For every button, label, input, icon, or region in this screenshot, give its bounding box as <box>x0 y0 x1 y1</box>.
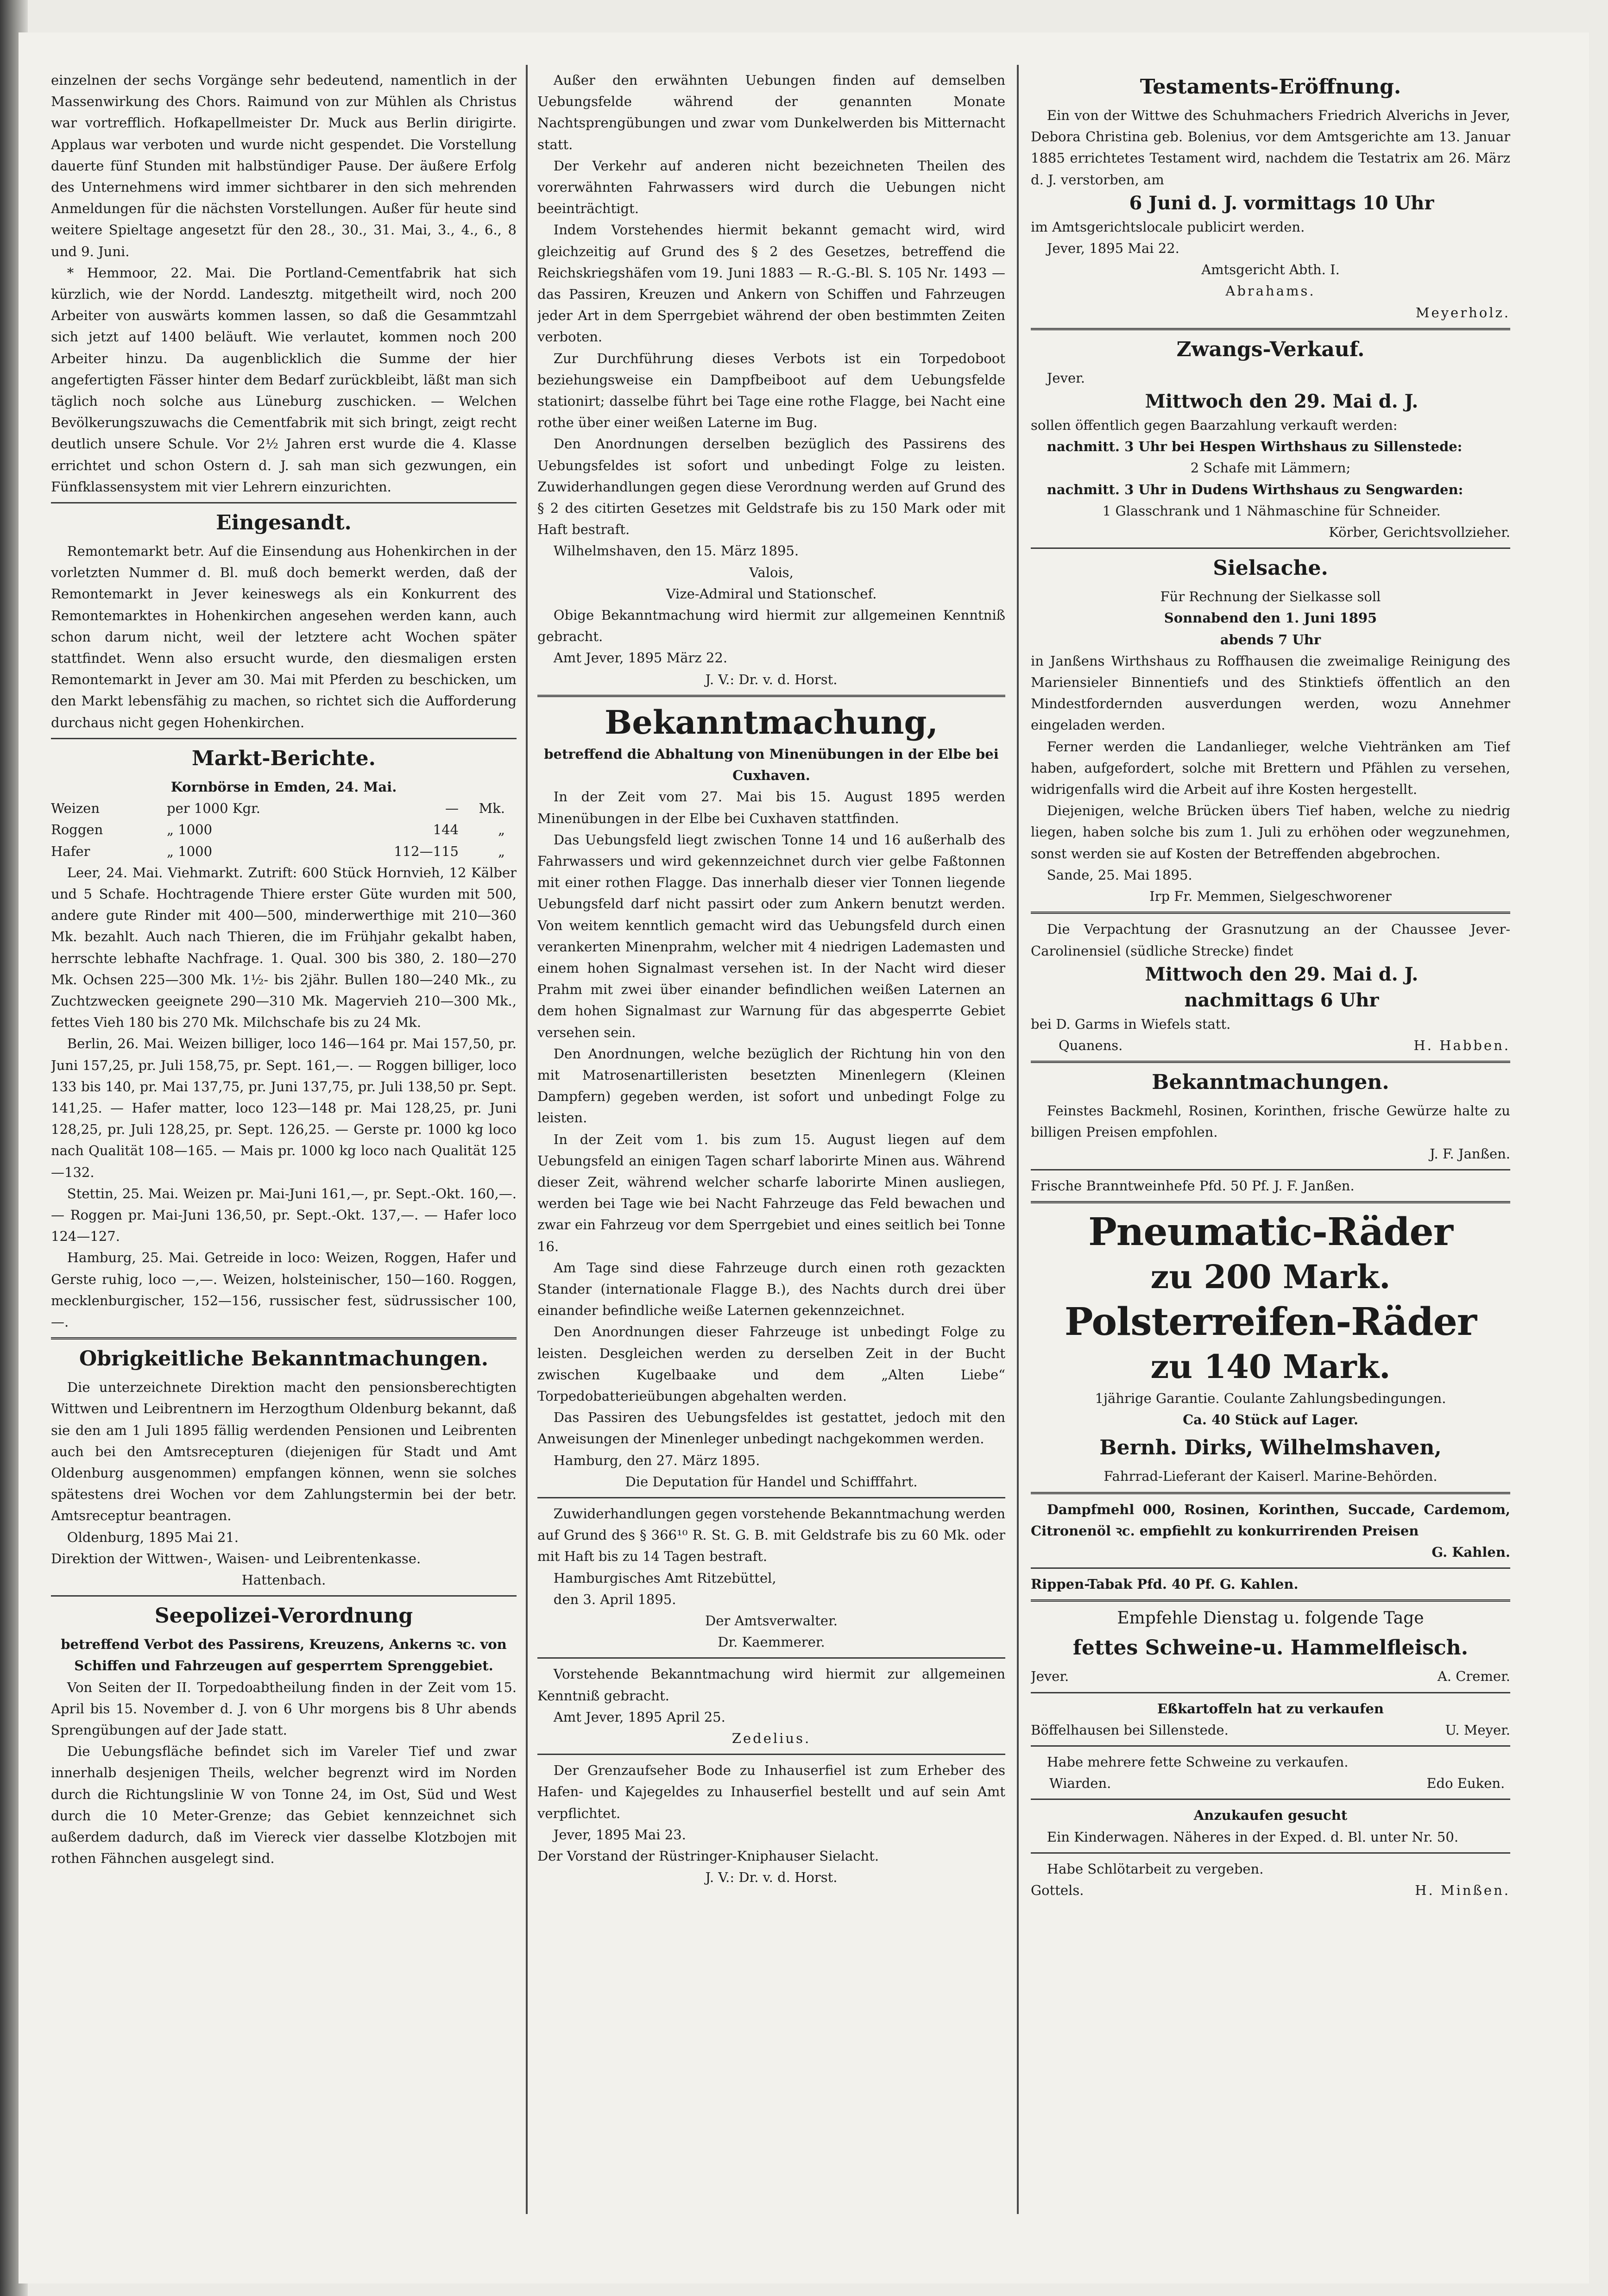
notice-name: Hattenbach. <box>241 1572 326 1588</box>
section-title-testament: Testaments-Eröffnung. <box>1140 75 1401 99</box>
zwang-p2: nachmitt. 3 Uhr bei Hespen Wirthshaus zu Sillenstede: <box>1047 439 1463 455</box>
section-title-eingesandt: Eingesandt. <box>216 511 352 535</box>
zwang-p3: 2 Schafe mit Lämmern; <box>1190 460 1351 476</box>
section-title-bekanntmachung: Bekanntmachung, <box>605 703 938 742</box>
siel-p1: Für Rechnung der Sielkasse soll <box>1160 589 1381 605</box>
testament-p1: Ein von der Wittwe des Schuhmachers Friedrich Alverichs in Jever, Debora Christina geb. Bolenius, vor dem Amtsgerichte am 13. Januar 1885 errichtetes Testament wird, nachdem die Testatrix am 26. März d. J. verstorben, am <box>1031 107 1510 188</box>
bekanntmachung-subtitle: betreffend die Abhaltung von Minenübungen in der Elbe bei Cuxhaven. <box>544 746 999 784</box>
divider <box>1031 1745 1510 1747</box>
bek-p4: In der Zeit vom 1. bis zum 15. August liegen auf dem Uebungsfeld an einigen Tagen scharf laborirte Minen aus. Während dieser Zeit, während welcher scharfe laborirte Minen ausliegen, werden bei Tage wie bei Nacht Fahrzeuge das Feld bewachen und zwar ein Fahrzeug vor dem Sperrgebiet und eines seitlich bei Tonne 16. <box>537 1131 1005 1254</box>
bek-place4: Amt Jever, 1895 April 25. <box>553 1709 725 1725</box>
section-title-bekanntmachungen: Bekanntmachungen. <box>1152 1070 1389 1095</box>
price-row: Hafer „ 1000 112—115 „ <box>51 843 505 859</box>
ek-title: Eßkartoffeln hat zu verkaufen <box>1157 1700 1384 1717</box>
seepolizei-sig2: J. V.: Dr. v. d. Horst. <box>705 671 838 687</box>
divider <box>1031 1852 1510 1854</box>
verpacht-p2: bei D. Garms in Wiefels statt. <box>1031 1016 1231 1032</box>
divider <box>51 1337 517 1340</box>
kahlen-sig: G. Kahlen. <box>1431 1544 1510 1560</box>
column-rule-2 <box>1017 65 1019 2214</box>
grenz-sig2: J. V.: Dr. v. d. Horst. <box>705 1869 838 1886</box>
column-2 <box>537 69 1005 1888</box>
cremer-p1: Empfehle Dienstag u. folgende Tage <box>1117 1609 1424 1628</box>
zwang-p4: nachmitt. 3 Uhr in Dudens Wirthshaus zu Sengwarden: <box>1047 481 1463 497</box>
verpacht-date: Mittwoch den 29. Mai d. J. <box>1145 963 1419 985</box>
testament-place: Jever, 1895 Mai 22. <box>1047 240 1179 257</box>
bek-p6: Den Anordnungen dieser Fahrzeuge ist unbedingt Folge zu leisten. Desgleichen werden zu derselben Zeit in der Bucht zwischen Kugelbaake und dem „Alten Liebe“ Torpedobatterieübungen abgehalten werden. <box>537 1324 1005 1404</box>
cremer-p2: fettes Schweine-u. Hammelfleisch. <box>1072 1636 1469 1660</box>
kornboerse-heading: Kornbörse in Emden, 24. Mai. <box>170 779 397 795</box>
bek-place3: den 3. April 1895. <box>553 1591 676 1607</box>
bek-p3: Den Anordnungen, welche bezüglich der Richtung hin von den mit Matrosenartilleristen besetzten Minenlegern (Kleinen Dampfern) gegeben werden, ist sofort und unbedingt Folge zu leisten. <box>537 1045 1005 1126</box>
bek-place2: Hamburgisches Amt Ritzebüttel, <box>553 1570 776 1586</box>
seepolizei-name: Valois, <box>749 564 794 580</box>
divider <box>51 738 517 739</box>
divider <box>537 1497 1005 1498</box>
market-leer: Leer, 24. Mai. Viehmarkt. Zutrift: 600 Stück Hornvieh, 12 Kälber und 5 Schafe. Hochtragende Thiere erster Güte wurden mit 500, andere gute Rinder mit 400—500, minderwerthige mit 210—360 Mk. bezahlt. Auch nach Thieren, die im Frühjahr gekalbt haben, herrschte lebhafte Nachfrage. 1. Qual. 300 bis 380, 2. 180—270 Mk. Ochsen 225—300 Mk. 1½- bis 2jähr. Bullen 180—240 Mk., zu Zuchtzwecken geeignete 290—310 Mk. Magervieh 210—300 Mk., fettes Vieh 180 bis 270 Mk. Milchschafe bis zu 24 Mk. <box>51 864 517 1031</box>
zwang-p1: sollen öffentlich gegen Baarzahlung verkauft werden: <box>1031 417 1398 434</box>
divider <box>1031 1169 1510 1170</box>
zwang-p5: 1 Glasschrank und 1 Nähmaschine für Schneider. <box>1102 503 1441 519</box>
seepolizei-place: Wilhelmshaven, den 15. März 1895. <box>553 543 799 559</box>
divider <box>537 695 1005 697</box>
article-intro: einzelnen der sechs Vorgänge sehr bedeutend, namentlich in der Massenwirkung des Chors. Raimund von zur Mühlen als Christus war vortrefflich. Hofkapellmeister Dr. Muck aus Berlin dirigirte. Applaus war verboten und wurde nicht gespendet. Die Vorstellung dauerte fünf Stunden mit halbstündiger Pause. Der äußere Erfolg des Unternehmens wird immer sichtbarer in den sich mehrenden Anmeldungen für die nächsten Vorstellungen. Außer für heute sind weitere Spieltage angesetzt für den 28., 30., 31. Mai, 3., 4., 6., 8 und 9. Juni. <box>51 72 517 259</box>
divider <box>537 1754 1005 1755</box>
column-rule-1 <box>526 65 528 2214</box>
grenz-place: Jever, 1895 Mai 23. <box>553 1826 686 1843</box>
market-stettin: Stettin, 25. Mai. Weizen pr. Mai-Juni 161,—, pr. Sept.-Okt. 160,—. — Roggen pr. Mai-Juni 136,50, pr. Sept.-Okt. 137,—. — Hafer loco 124—127. <box>51 1185 517 1245</box>
siel-time: abends 7 Uhr <box>1220 631 1321 648</box>
siel-place: Sande, 25. Mai 1895. <box>1047 867 1192 883</box>
siel-p3: Ferner werden die Landanlieger, welche Viehtränken am Tief haben, aufgefordert, solche mit Brettern und Pfählen zu versehen, widrigenfalls wird die Arbeit auf ihre Kosten hergestellt. <box>1031 738 1510 798</box>
column-1 <box>51 69 517 1869</box>
ad-polster-p2: Ca. 40 Stück auf Lager. <box>1183 1412 1358 1428</box>
ad-polster-title: Polsterreifen-Räder <box>1064 1299 1477 1344</box>
section-title-zwangsverkauf: Zwangs-Verkauf. <box>1176 337 1365 361</box>
cremer-footer: Jever. A. Cremer. <box>1031 1668 1510 1685</box>
testament-date: 6 Juni d. J. vormittags 10 Uhr <box>1129 192 1434 214</box>
verpacht-footer: Quanens. H. Habben. <box>1059 1037 1510 1053</box>
seepolizei-p4: Der Verkehr auf anderen nicht bezeichneten Theilen des vorerwähnten Fahrwassers wird durch die Uebungen nicht beeinträchtigt. <box>537 157 1005 217</box>
divider <box>1031 1492 1510 1494</box>
bk-p1: Feinstes Backmehl, Rosinen, Korinthen, frische Gewürze halte zu billigen Preisen empfohlen. <box>1031 1103 1510 1140</box>
zwang-place: Jever. <box>1047 370 1085 386</box>
notice-place: Oldenburg, 1895 Mai 21. <box>67 1529 239 1545</box>
sl-footer: Gottels. H. Minßen. <box>1031 1882 1510 1898</box>
seepolizei-p7: Den Anordnungen derselben bezüglich des Passirens des Uebungsfeldes ist sofort und unbedingt Folge zu leisten. Zuwiderhandlungen gegen diese Verordnung werden auf Grund des § 2 des citirten Gesetzes mit Geldstrafe bis zu 150 Mark oder mit Haft bestraft. <box>537 436 1005 538</box>
grenz-sig: Der Vorstand der Rüstringer-Kniphauser Sielacht. <box>537 1848 879 1864</box>
siel-p4: Diejenigen, welche Brücken übers Tief haben, welche zu niedrig liegen, haben solche bis zum 1. Juli zu erhöhen oder wegzunehmen, sonst werden sie auf Kosten der Betreffenden abgebrochen. <box>1031 803 1510 862</box>
testament-p2: im Amtsgerichtslocale publicirt werden. <box>1031 219 1305 235</box>
ad-polster-p3: Fahrrad-Lieferant der Kaiserl. Marine-Behörden. <box>1104 1468 1438 1485</box>
ad-polster-price: zu 140 Mark. <box>1150 1347 1391 1386</box>
divider <box>51 1595 517 1597</box>
article-eingesandt: Remontemarkt betr. Auf die Einsendung aus Hohenkirchen in der vorletzten Nummer d. Bl. muß doch bemerkt werden, daß der Remontemarkt in Jever keineswegs als ein Konkurrent des Remontemarktes in Hohenkirchen angesehen werden kann, auch schon darum nicht, weil der letztere acht Wochen später stattfindet. Wenn also ersucht wurde, den diesmaligen ersten Remontemarkt in Jever am 30. Mai mit Pferden zu beschicken, um den Markt lebensfähig zu machen, so richtet sich die Aufforderung durchaus nicht gegen Hohenkirchen. <box>51 543 517 730</box>
notice-signature: Direktion der Wittwen-, Waisen- und Leibrentenkasse. <box>51 1550 421 1566</box>
zwang-sig: Körber, Gerichtsvollzieher. <box>1329 524 1510 541</box>
divider <box>1031 1061 1510 1063</box>
testament-name: Abrahams. <box>1225 283 1316 299</box>
ek-footer: Böffelhausen bei Sillenstede. U. Meyer. <box>1031 1722 1510 1738</box>
column-3 <box>1031 69 1510 1901</box>
bek-p7: Das Passiren des Uebungsfeldes ist gestattet, jedoch mit den Anweisungen der Minenleger unbedingt nachgekommen werden. <box>537 1409 1005 1447</box>
bk-sig: J. F. Janßen. <box>1430 1145 1510 1162</box>
siel-date: Sonnabend den 1. Juni 1895 <box>1164 610 1377 626</box>
bek-p8: Zuwiderhandlungen gegen vorstehende Bekanntmachung werden auf Grund des § 366¹⁰ R. St. G. B. mit Geldstrafe bis zu 60 Mk. oder mit Haft bis zu 14 Tagen bestraft. <box>537 1506 1005 1565</box>
price-row: Roggen „ 1000 144 „ <box>51 822 505 838</box>
seepolizei-title: Vize-Admiral und Stationschef. <box>666 585 877 602</box>
seepolizei-p3: Außer den erwähnten Uebungen finden auf demselben Uebungsfelde während der genannten Monate Nachtsprengübungen und zwar vom Dunkelwerden bis Mitternacht statt. <box>537 72 1005 152</box>
notice-obrigkeitlich: Die unterzeichnete Direktion macht den pensionsberechtigten Wittwen und Leibrentnern im Herzogthum Oldenburg bekannt, daß sie den am 1 Juli 1895 fällig werdenden Pensionen und Leibrenten auch bei den Amtsrecepturen (diejenigen für Stadt und Amt Oldenburg ausgenommen) empfangen können, wenn sie solches spätestens drei Wochen vor dem Zahlungstermin bei der betr. Amtsreceptur beantragen. <box>51 1379 517 1524</box>
seepolizei-p5: Indem Vorstehendes hiermit bekannt gemacht wird, wird gleichzeitig auf Grund des § 2 des Gesetzes, betreffend die Reichskriegshäfen vom 19. Juni 1883 — R.-G.-Bl. S. 105 Nr. 1493 — das Passiren, Kreuzen und Ankern von Schiffen und Fahrzeugen jeder Art in dem Sperrgebiet während der oben bestimmten Zeiten verboten. <box>537 222 1005 345</box>
divider <box>1031 1201 1510 1203</box>
seepolizei-p8: Obige Bekanntmachung wird hiermit zur allgemeinen Kenntniß gebracht. <box>537 607 1005 645</box>
divider <box>1031 547 1510 549</box>
divider <box>51 502 517 503</box>
divider <box>1031 328 1510 330</box>
sl-p1: Habe Schlötarbeit zu vergeben. <box>1047 1861 1264 1877</box>
testament-court: Amtsgericht Abth. I. <box>1201 262 1340 278</box>
divider <box>537 1657 1005 1659</box>
seepolizei-p6: Zur Durchführung dieses Verbots ist ein Torpedoboot beziehungsweise ein Dampfbeiboot auf dem Uebungsfelde stationirt; dasselbe führt bei Tage eine rothe Flagge, bei Nacht eine rothe über einer weißen Laterne im Bug. <box>537 350 1005 431</box>
section-title-sielsache: Sielsache. <box>1213 556 1328 580</box>
price-row: Weizen per 1000 Kgr. — Mk. <box>51 800 505 817</box>
bk-p2: Frische Branntweinhefe Pfd. 50 Pf. J. F. Janßen. <box>1031 1177 1355 1194</box>
siel-p2: in Janßens Wirthshaus zu Roffhausen die zweimalige Reinigung des Mariensieler Binnentiefs und des Stinktiefs öffentlich an den Mindestfordernden ausverdungen werden, wozu Annehmer eingeladen werden. <box>1031 653 1510 733</box>
bek-place: Hamburg, den 27. März 1895. <box>553 1452 760 1468</box>
bek-sig: Die Deputation für Handel und Schifffahrt. <box>625 1473 918 1490</box>
ad-firm: Bernh. Dirks, Wilhelmshaven, <box>1099 1436 1442 1460</box>
siel-sig: Irp Fr. Memmen, Sielgeschworener <box>1149 888 1392 905</box>
section-title-obrigkeitlich: Obrigkeitliche Bekanntmachungen. <box>79 1347 489 1371</box>
an-p1: Ein Kinderwagen. Näheres in der Exped. d. Bl. unter Nr. 50. <box>1047 1829 1459 1845</box>
ad-pneumatic-title: Pneumatic-Räder <box>1088 1209 1453 1254</box>
seepolizei-p2: Die Uebungsfläche befindet sich im Vareler Tief und zwar innerhalb desjenigen Theils, welcher begrenzt wird im Norden durch die Richtungslinie W von Tonne 24, im Ost, Süd und West durch die 10 Meter-Grenze; das Gebiet kennzeichnet sich außerdem dadurch, daß im Viereck vier dasselbe Klotzbojen mit rothen Fähnchen ausgelegt sind. <box>51 1743 517 1867</box>
zwang-date: Mittwoch den 29. Mai d. J. <box>1145 390 1419 413</box>
article-hemmoor: * Hemmoor, 22. Mai. Die Portland-Cementfabrik hat sich kürzlich, wie der Nordd. Landesztg. mitgetheilt wird, noch 200 Arbeiter von auswärts kommen lassen, so daß die Gesammtzahl sich jetzt auf 1400 beläuft. Wie verlautet, kommen noch 200 Arbeiter hinzu. Da augenblicklich die Summe der hier angefertigten Fässer hinter dem Bedarf zurückbleibt, läßt man sich täglich noch solche aus Lüneburg zuschicken. — Welchen Bevölkerungszuwachs die Cementfabrik mit sich bringt, zeigt recht deutlich unsere Schule. Vor 2½ Jahren erst wurde die 4. Klasse errichtet und schon Ostern d. J. sah man sich gezwungen, ein Fünfklassensystem mit vier Lehrern einzurichten. <box>51 264 517 495</box>
divider <box>1031 1692 1510 1693</box>
sw-p1: Habe mehrere fette Schweine zu verkaufen. <box>1047 1754 1349 1770</box>
verpacht-time: nachmittags 6 Uhr <box>1184 989 1379 1011</box>
seepolizei-subtitle: betreffend Verbot des Passirens, Kreuzens, Ankerns ꝛc. von Schiffen und Fahrzeugen auf gesperrtem Sprenggebiet. <box>61 1636 507 1674</box>
divider <box>1031 1599 1510 1602</box>
bek-sig2: Der Amtsverwalter. <box>705 1613 838 1629</box>
bek-p1: In der Zeit vom 27. Mai bis 15. August 1895 werden Minenübungen in der Elbe bei Cuxhaven stattfinden. <box>537 789 1005 826</box>
ad-pneumatic-price: zu 200 Mark. <box>1150 1257 1391 1296</box>
an-title: Anzukaufen gesucht <box>1193 1807 1348 1824</box>
market-berlin: Berlin, 26. Mai. Weizen billiger, loco 146—164 pr. Mai 157,50, pr. Juni 157,25, pr. Juli 158,75, pr. Sept. 161,—. — Roggen billiger, loco 133 bis 140, pr. Mai 137,75, pr. Juni 137,75, pr. Juli 138,50 pr. Sept. 141,25. — Hafer matter, loco 123—148 pr. Mai 128,25, pr. Juni 128,25, pr. Juli 128,25, pr. Sept. 126,25. — Gerste pr. 1000 kg loco nach Qualität 108—165. — Mais pr. 1000 kg loco nach Qualität 125—132. <box>51 1036 517 1180</box>
bek-sig3: Dr. Kaemmerer. <box>718 1634 825 1650</box>
bek-p5: Am Tage sind diese Fahrzeuge durch einen roth gezackten Stander (internationale Flagge B.), des Nachts durch drei über einander befindliche weiße Laternen gekennzeichnet. <box>537 1259 1005 1319</box>
ad-polster-p1: 1jährige Garantie. Coulante Zahlungsbedingungen. <box>1095 1390 1446 1406</box>
testament-clerk: Meyerholz. <box>1415 304 1510 321</box>
divider <box>1031 1567 1510 1569</box>
seepolizei-place2: Amt Jever, 1895 März 22. <box>553 650 728 666</box>
bek-sig4: Zedelius. <box>731 1730 811 1747</box>
section-title-seepolizei: Seepolizei-Verordnung <box>154 1604 413 1628</box>
verpacht-p1: Die Verpachtung der Grasnutzung an der Chaussee Jever-Carolinensiel (südliche Strecke) findet <box>1031 921 1510 959</box>
kahlen-p2: Rippen-Tabak Pfd. 40 Pf. G. Kahlen. <box>1031 1576 1299 1592</box>
market-hamburg: Hamburg, 25. Mai. Getreide in loco: Weizen, Roggen, Hafer und Gerste ruhig, loco —,—. Weizen, holsteinischer, 150—160. Roggen, mecklenburgischer, 152—156, russischer fest, südrussischer 100,—. <box>51 1250 517 1330</box>
divider <box>1031 912 1510 914</box>
seepolizei-p1: Von Seiten der II. Torpedoabtheilung finden in der Zeit vom 15. April bis 15. November d. J. von 6 Uhr morgens bis 8 Uhr abends Sprengübungen auf der Jade statt. <box>51 1679 517 1738</box>
section-title-markt: Markt-Berichte. <box>192 746 376 770</box>
bek-p9: Vorstehende Bekanntmachung wird hiermit zur allgemeinen Kenntniß gebracht. <box>537 1666 1005 1704</box>
sw-footer: Wiarden. Edo Euken. <box>1049 1775 1505 1792</box>
grenz-p1: Der Grenzaufseher Bode zu Inhauserfiel ist zum Erheber des Hafen- und Kajegeldes zu Inhauserfiel bestellt und auf sein Amt verpflichtet. <box>537 1762 1005 1821</box>
kahlen-p1: Dampfmehl 000, Rosinen, Korinthen, Succade, Cardemom, Citronenöl ꝛc. empfiehlt zu konkurrirenden Preisen <box>1031 1501 1510 1539</box>
bek-p2: Das Uebungsfeld liegt zwischen Tonne 14 und 16 außerhalb des Fahrwassers und wird gekennzeichnet durch vier gelbe Faßtonnen mit einer rothen Flagge. Das innerhalb dieser vier Tonnen liegende Uebungsfeld darf nicht passirt oder zum Ankern benutzt werden. Von weitem kenntlich gemacht wird das Uebungsfeld durch einen verankerten Minenprahm, welcher mit 4 niedrigen Lademasten und einem hohen Signalmast versehen ist. In der Nacht wird dieser Prahm mit zwei über einander befindlichen weißen Laternen an dem hohen Signalmast zur Warnung für das abgesperrte Gebiet versehen sein. <box>537 831 1005 1040</box>
divider <box>1031 1799 1510 1800</box>
